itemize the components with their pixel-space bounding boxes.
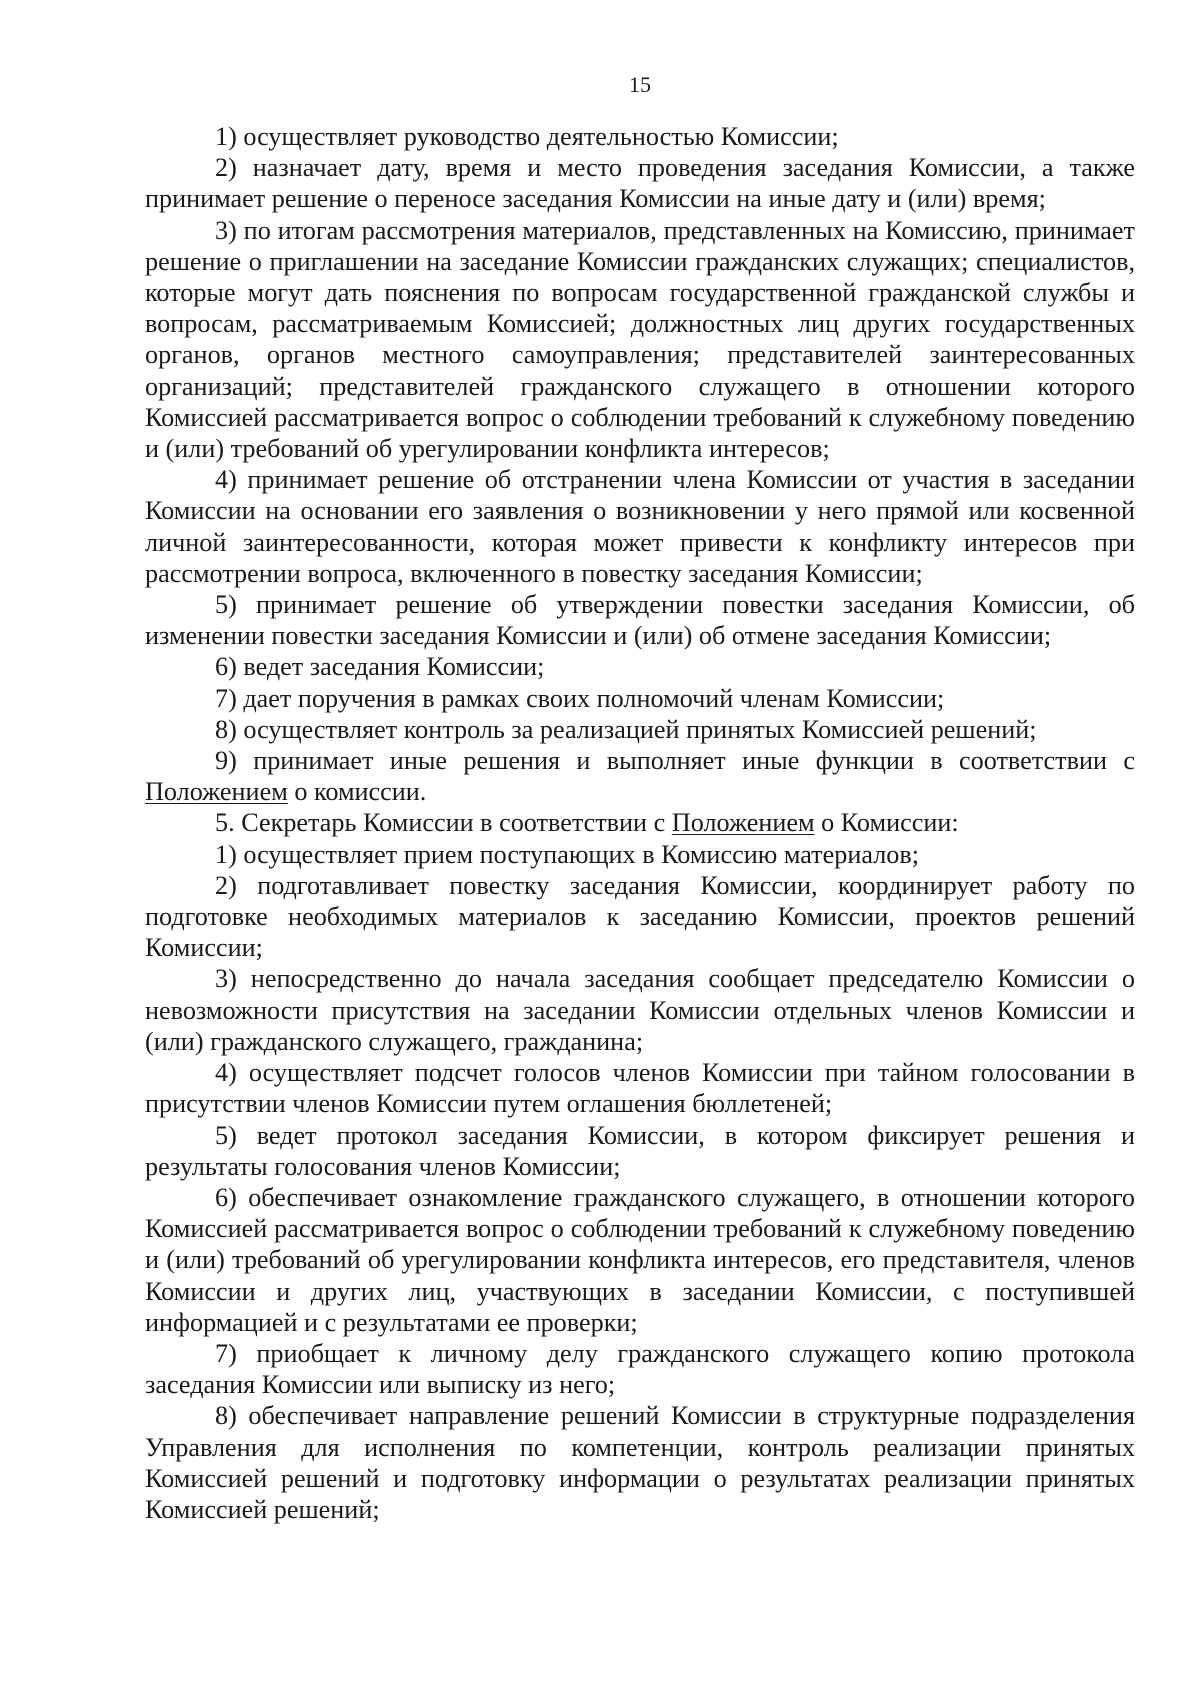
- list-item-3: 3) по итогам рассмотрения материалов, представленных на Комиссию, принимает решение о приглашении на заседание Комиссии гражданских служащих; специалистов, которые могут дать пояснения по вопросам государственной гражданской службы и вопросам, рассматриваемым Комиссией; должностных лиц других государственных органов, органов местного самоуправления; представителей заинтересованных организаций; представителей гражданского служащего в отношении которого Комиссией рассматривается вопрос о соблюдении требований к служебному поведению и (или) требований об урегулировании конфликта интересов;: [145, 215, 1135, 464]
- paragraph-text: 9) принимает иные решения и выполняет иные функции в соответствии с: [215, 746, 1135, 776]
- list-item-9: [145, 745, 1135, 807]
- secretary-item-7: 7) приобщает к личному делу гражданского служащего копию протокола заседания Комиссии или выписку из него;: [145, 1338, 1135, 1400]
- paragraph-text: о комиссии.: [287, 777, 427, 807]
- regulation-link[interactable]: Положением: [671, 808, 815, 838]
- list-item-6: 6) ведет заседания Комиссии;: [215, 652, 545, 682]
- page-number: 15: [629, 72, 651, 97]
- secretary-item-1: 1) осуществляет прием поступающих в Комиссию материалов;: [215, 839, 919, 869]
- list-item-4: 4) принимает решение об отстранении члена Комиссии от участия в заседании Комиссии на основании его заявления о возникновении у него прямой или косвенной личной заинтересованности, которая может привести к конфликту интересов при рассмотрении вопроса, включенного в повестку заседания Комиссии;: [145, 465, 1135, 588]
- regulation-link[interactable]: Положением: [145, 777, 288, 807]
- secretary-item-5: 5) ведет протокол заседания Комиссии, в котором фиксирует решения и результаты голосования членов Комиссии;: [145, 1120, 1135, 1181]
- secretary-item-8: 8) обеспечивает направление решений Комиссии в структурные подразделения Управления для исполнения по компетенции, контроль реализации принятых Комиссией решений и подготовку информации о результатах реализации принятых Комиссией решений;: [145, 1401, 1135, 1524]
- secretary-item-4: 4) осуществляет подсчет голосов членов Комиссии при тайном голосовании в присутствии членов Комиссии путем оглашения бюллетеней;: [145, 1058, 1135, 1119]
- list-item-5: 5) принимает решение об утверждении повестки заседания Комиссии, об изменении повестки заседания Комиссии и (или) об отмене заседания Комиссии;: [145, 590, 1135, 651]
- secretary-item-6: 6) обеспечивает ознакомление гражданского служащего, в отношении которого Комиссией рассматривается вопрос о соблюдении требований к служебному поведению и (или) требований об урегулировании конфликта интересов, его представителя, членов Комиссии и других лиц, участвующих в заседании Комиссии, с поступившей информацией и с результатами ее проверки;: [145, 1182, 1135, 1337]
- list-item-1: 1) осуществляет руководство деятельностью Комиссии;: [215, 122, 839, 151]
- document-body: [145, 121, 1135, 1525]
- list-item-7: 7) дает поручения в рамках своих полномочий членам Комиссии;: [215, 683, 945, 713]
- list-item-8: 8) осуществляет контроль за реализацией принятых Комиссией решений;: [215, 714, 1037, 744]
- list-item-2: 2) назначает дату, время и место проведения заседания Комиссии, а также принимает решение о переносе заседания Комиссии на иные дату и (или) время;: [145, 153, 1135, 214]
- paragraph-text: 5. Секретарь Комиссии в соответствии с: [215, 808, 672, 838]
- secretary-item-2: 2) подготавливает повестку заседания Комиссии, координирует работу по подготовке необходимых материалов к заседанию Комиссии, проектов решений Комиссии;: [145, 870, 1135, 963]
- paragraph-text: о Комиссии:: [814, 808, 959, 838]
- section-5-heading: [145, 807, 1135, 838]
- secretary-item-3: 3) непосредственно до начала заседания сообщает председателю Комиссии о невозможности присутствия на заседании Комиссии отдельных членов Комиссии и (или) гражданского служащего, гражданина;: [145, 964, 1135, 1056]
